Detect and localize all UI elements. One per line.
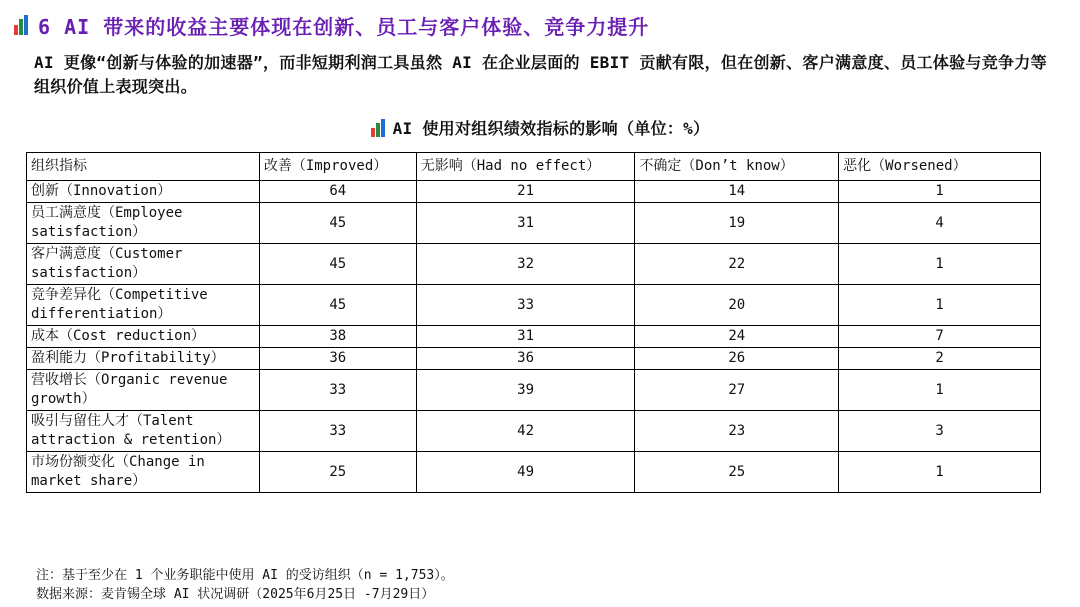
value-cell: 24 <box>635 326 839 348</box>
value-cell: 33 <box>259 370 416 411</box>
value-cell: 33 <box>259 411 416 452</box>
value-cell: 26 <box>635 348 839 370</box>
column-header: 无影响（Had no effect） <box>416 153 635 181</box>
row-label: 客户满意度（Customer satisfaction） <box>27 244 260 285</box>
row-label: 成本（Cost reduction） <box>27 326 260 348</box>
column-header: 不确定（Don’t know） <box>635 153 839 181</box>
footnotes <box>36 566 454 604</box>
value-cell: 64 <box>259 181 416 203</box>
intro-paragraph: AI 更像“创新与体验的加速器”，而非短期利润工具虽然 AI 在企业层面的 EBIT 贡献有限，但在创新、客户满意度、员工体验与竞争力等组织价值上表现突出。 <box>34 53 1047 96</box>
column-header: 改善（Improved） <box>259 153 416 181</box>
bar-chart-icon <box>371 119 389 137</box>
value-cell: 1 <box>839 244 1041 285</box>
column-header: 恶化（Worsened） <box>839 153 1041 181</box>
value-cell: 23 <box>635 411 839 452</box>
value-cell: 1 <box>839 452 1041 493</box>
value-cell: 14 <box>635 181 839 203</box>
value-cell: 39 <box>416 370 635 411</box>
value-cell: 49 <box>416 452 635 493</box>
bar-chart-icon <box>14 15 34 35</box>
value-cell: 25 <box>259 452 416 493</box>
page-title-text: 6 AI 带来的收益主要体现在创新、员工与客户体验、竞争力提升 <box>38 14 650 39</box>
performance-impact-table <box>26 152 1041 493</box>
table-caption-text: AI 使用对组织绩效指标的影响（单位：%） <box>392 119 710 138</box>
table-row <box>27 411 1041 452</box>
value-cell: 45 <box>259 244 416 285</box>
value-cell: 45 <box>259 285 416 326</box>
footnote-source: 数据来源：麦肯锡全球 AI 状况调研（2025年6月25日 -7月29日） <box>36 587 435 602</box>
value-cell: 32 <box>416 244 635 285</box>
value-cell: 19 <box>635 203 839 244</box>
value-cell: 33 <box>416 285 635 326</box>
value-cell: 36 <box>416 348 635 370</box>
table-row <box>27 326 1041 348</box>
row-label: 吸引与留住人才（Talent attraction & retention） <box>27 411 260 452</box>
value-cell: 7 <box>839 326 1041 348</box>
value-cell: 1 <box>839 285 1041 326</box>
table-header-row <box>27 153 1041 181</box>
row-label: 竞争差异化（Competitive differentiation） <box>27 285 260 326</box>
table-row <box>27 181 1041 203</box>
value-cell: 31 <box>416 326 635 348</box>
value-cell: 27 <box>635 370 839 411</box>
table-row <box>27 203 1041 244</box>
value-cell: 38 <box>259 326 416 348</box>
row-label: 员工满意度（Employee satisfaction） <box>27 203 260 244</box>
value-cell: 1 <box>839 370 1041 411</box>
value-cell: 2 <box>839 348 1041 370</box>
value-cell: 4 <box>839 203 1041 244</box>
value-cell: 22 <box>635 244 839 285</box>
table-row <box>27 452 1041 493</box>
value-cell: 45 <box>259 203 416 244</box>
footnote-sample: 注：基于至少在 1 个业务职能中使用 AI 的受访组织（n = 1,753）。 <box>36 568 454 583</box>
row-label: 盈利能力（Profitability） <box>27 348 260 370</box>
table-row <box>27 370 1041 411</box>
value-cell: 31 <box>416 203 635 244</box>
row-label: 创新（Innovation） <box>27 181 260 203</box>
row-label: 市场份额变化（Change in market share） <box>27 452 260 493</box>
value-cell: 21 <box>416 181 635 203</box>
row-label: 营收增长（Organic revenue growth） <box>27 370 260 411</box>
table-caption <box>0 116 1080 139</box>
table-row <box>27 348 1041 370</box>
table-row <box>27 285 1041 326</box>
table-row <box>27 244 1041 285</box>
value-cell: 1 <box>839 181 1041 203</box>
value-cell: 3 <box>839 411 1041 452</box>
value-cell: 25 <box>635 452 839 493</box>
column-header: 组织指标 <box>27 153 260 181</box>
value-cell: 36 <box>259 348 416 370</box>
value-cell: 42 <box>416 411 635 452</box>
value-cell: 20 <box>635 285 839 326</box>
page-title <box>14 9 649 41</box>
